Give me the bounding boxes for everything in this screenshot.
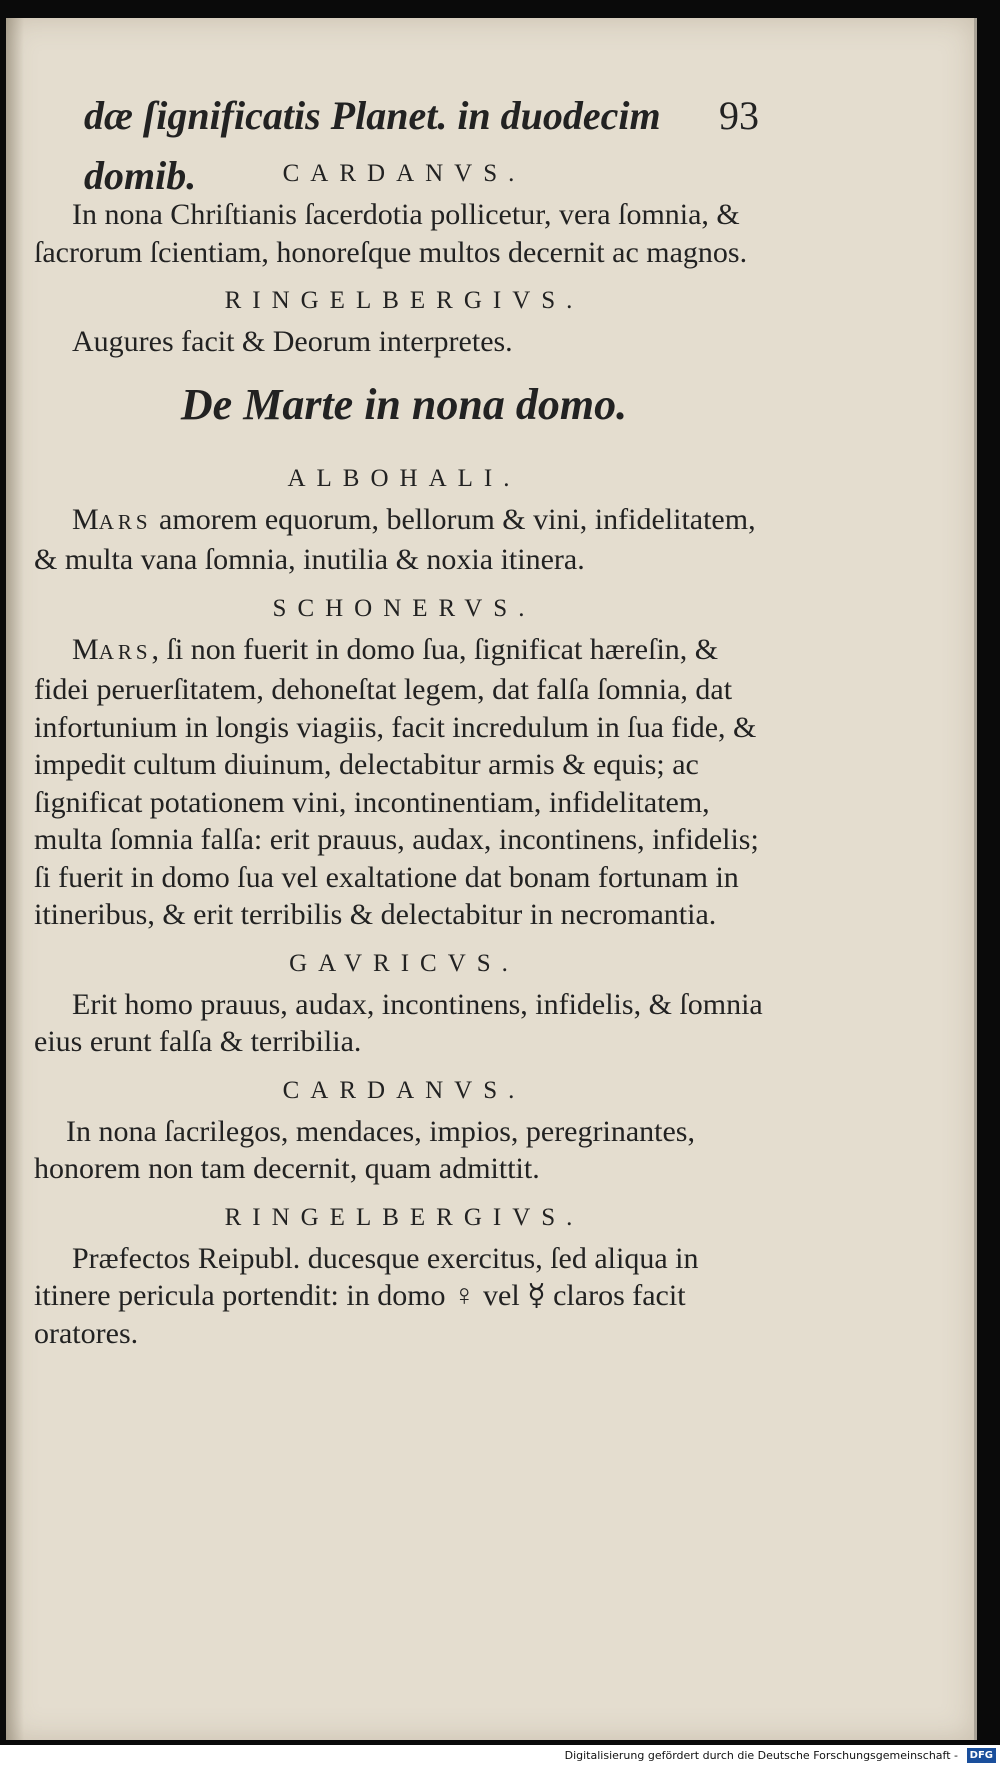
text-block-ringelbergius-1 xyxy=(34,279,774,361)
paragraph: In nona Chriſtianis ſacerdotia pollicetur, vera ſomnia, & ſacrorum ſcientiam, honoreſque multos decernit ac magnos. xyxy=(34,198,748,269)
paragraph: Præfectos Reipubl. ducesque exercitus, ſed aliqua in itinere pericula portendit: in domo ♀ vel ☿ claros facit oratores. xyxy=(34,1241,699,1350)
initial-letter: M xyxy=(72,502,99,536)
small-caps-word: ARS xyxy=(98,639,152,664)
running-head-title: dæ ſignificatis Planet. in duodecim domib. xyxy=(84,93,661,198)
funding-credit: Digitalisierung gefördert durch die Deutsche Forschungsgemeinschaft - xyxy=(564,1749,958,1762)
paragraph: Augures facit & Deorum interpretes. xyxy=(72,325,513,358)
paragraph: Erit homo prauus, audax, incontinens, infidelis, & ſomnia eius erunt falſa & terribilia. xyxy=(34,987,763,1058)
author-heading: CARDANVS. xyxy=(282,1076,526,1104)
footer xyxy=(0,1745,1000,1768)
author-heading: RINGELBERGIVS. xyxy=(224,287,584,314)
author-heading: SCHONERVS. xyxy=(272,594,536,622)
paragraph xyxy=(34,501,774,579)
page-number: 93 xyxy=(719,93,759,138)
book-page xyxy=(6,18,975,1740)
author-heading: CARDANVS. xyxy=(282,160,526,187)
dfg-logo: DFG xyxy=(967,1748,996,1763)
text-block-gavricvs xyxy=(34,942,774,1061)
page-content xyxy=(34,86,774,1360)
author-heading: RINGELBERGIVS. xyxy=(224,1203,584,1231)
text-block-albohali xyxy=(34,457,774,579)
paragraph: In nona ſacrilegos, mendaces, impios, peregrinantes, honorem non tam decernit, quam admittit. xyxy=(34,1114,695,1185)
small-caps-word: ARS xyxy=(98,509,152,534)
paragraph-text: , ſi non fuerit in domo ſua, ſignificat hæreſin, & fidei peruerſitatem, dehoneſtat legem, dat falſa ſomnia, dat infortunium in longis viagiis, facit incredulum in ſua fide, & impedit cultum diuinum, delectabitur armis & equis; ac ſignificat potationem vini, incontinentiam, infidelitatem, multa ſomnia falſa: erit prauus, audax, incontinens, infidelis; ſi fuerit in domo ſua vel exaltatione dat bonam fortunam in itineribus, & erit terribilis & delectabitur in necromantia. xyxy=(34,632,759,931)
page-edge xyxy=(974,18,977,1740)
paragraph xyxy=(34,631,774,934)
initial-letter: M xyxy=(72,632,99,666)
text-block-schonervs xyxy=(34,587,774,934)
section-title: De Marte in nona domo. xyxy=(180,379,628,429)
gutter-shadow xyxy=(6,18,24,1740)
text-block-ringelbergius-2 xyxy=(34,1196,774,1353)
paragraph-text: amorem equorum, bellorum & vini, infidelitatem, & multa vana ſomnia, inutilia & noxia itinera. xyxy=(34,502,756,576)
author-heading: ALBOHALI. xyxy=(287,464,521,492)
text-block-cardanus-2 xyxy=(34,1069,774,1188)
author-heading: GAVRICVS. xyxy=(289,949,519,977)
